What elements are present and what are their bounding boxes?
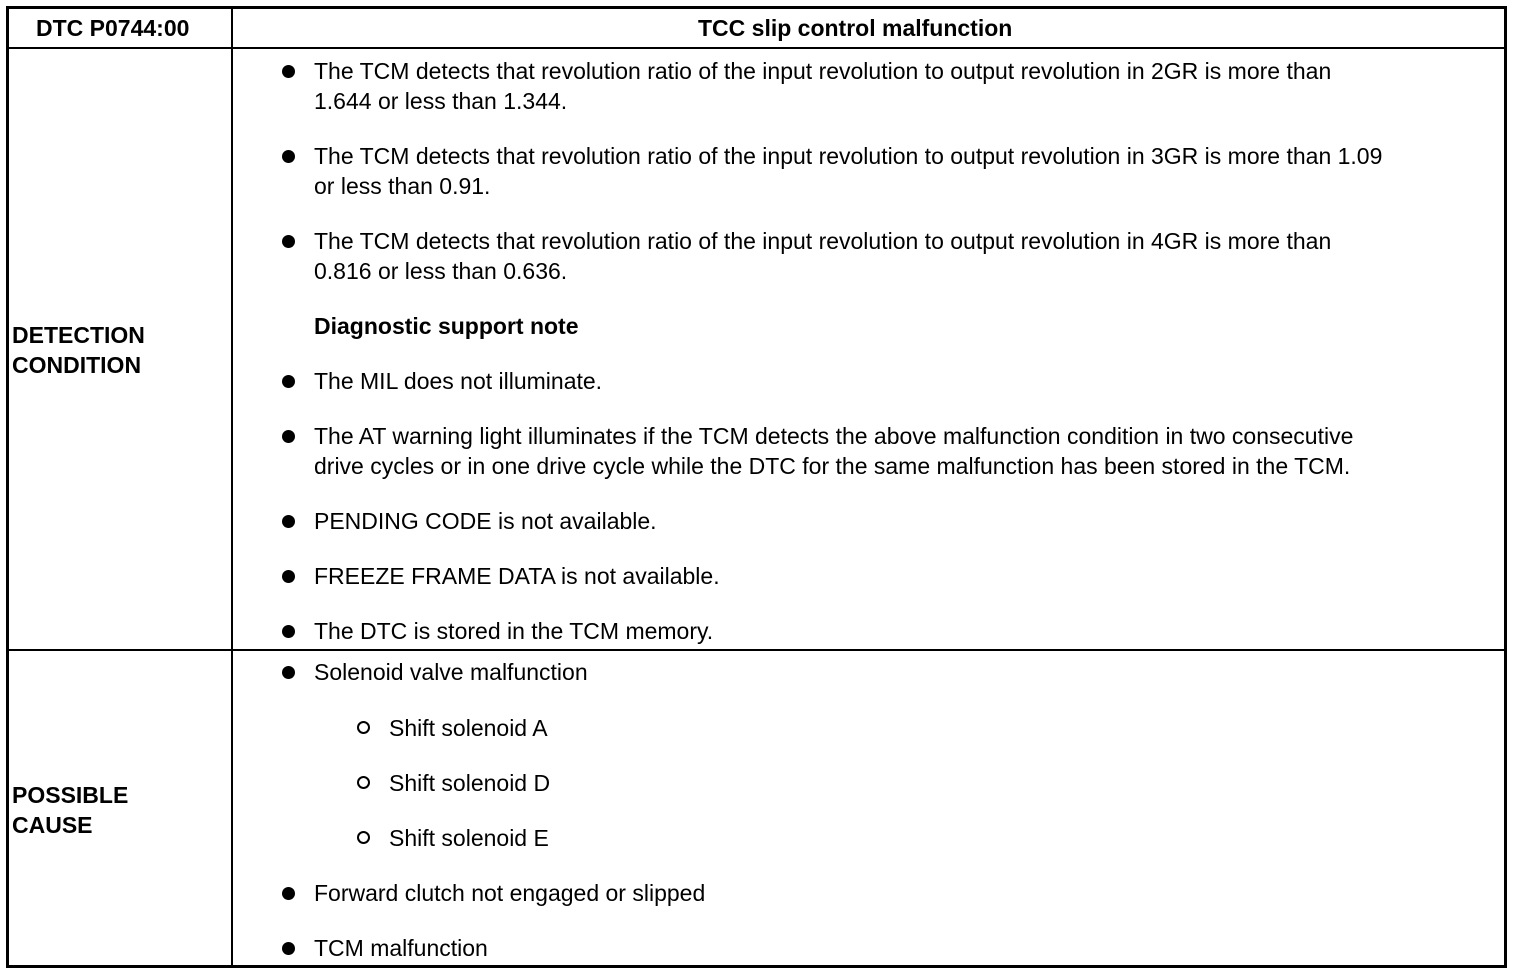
list-item bbox=[314, 226, 1331, 286]
sub-list-item: Shift solenoid E bbox=[389, 825, 549, 851]
dtc-code: DTC P0744:00 bbox=[36, 15, 190, 41]
header-divider bbox=[6, 47, 1507, 49]
item-line: The TCM detects that revolution ratio of the input revolution to output revolution in 3GR is more than 1.09 bbox=[314, 143, 1383, 169]
bullet-icon bbox=[282, 570, 295, 583]
column-divider bbox=[231, 6, 233, 968]
label-line: POSSIBLE bbox=[12, 782, 129, 808]
bullet-icon bbox=[282, 666, 295, 679]
circle-bullet-icon bbox=[357, 831, 370, 844]
list-item bbox=[314, 141, 1382, 201]
item-line: The AT warning light illuminates if the TCM detects the above malfunction condition in two consecutive bbox=[314, 423, 1354, 449]
bullet-icon bbox=[282, 235, 295, 248]
list-item: The DTC is stored in the TCM memory. bbox=[314, 618, 714, 644]
bullet-icon bbox=[282, 150, 295, 163]
dtc-title: TCC slip control malfunction bbox=[698, 15, 1013, 41]
list-item: The MIL does not illuminate. bbox=[314, 368, 603, 394]
bullet-icon bbox=[282, 625, 295, 638]
list-item bbox=[314, 421, 1353, 481]
label-line: CONDITION bbox=[12, 352, 142, 378]
list-item: Solenoid valve malfunction bbox=[314, 659, 588, 685]
section-divider bbox=[6, 649, 1507, 651]
possible-cause-label bbox=[12, 780, 128, 840]
list-item: PENDING CODE is not available. bbox=[314, 508, 657, 534]
bullet-icon bbox=[282, 430, 295, 443]
sub-list-item: Shift solenoid A bbox=[389, 715, 548, 741]
bullet-icon bbox=[282, 65, 295, 78]
label-line: CAUSE bbox=[12, 812, 93, 838]
list-item: Forward clutch not engaged or slipped bbox=[314, 880, 706, 906]
bullet-icon bbox=[282, 515, 295, 528]
list-item bbox=[314, 56, 1331, 116]
list-item: TCM malfunction bbox=[314, 935, 488, 961]
item-line: The TCM detects that revolution ratio of the input revolution to output revolution in 4GR is more than bbox=[314, 228, 1332, 254]
item-line: 1.644 or less than 1.344. bbox=[314, 88, 568, 114]
item-line: The TCM detects that revolution ratio of the input revolution to output revolution in 2GR is more than bbox=[314, 58, 1332, 84]
list-item: FREEZE FRAME DATA is not available. bbox=[314, 563, 720, 589]
item-line: 0.816 or less than 0.636. bbox=[314, 258, 568, 284]
item-line: or less than 0.91. bbox=[314, 173, 491, 199]
item-line: drive cycles or in one drive cycle while the DTC for the same malfunction has been stored in the TCM. bbox=[314, 453, 1351, 479]
sub-list-item: Shift solenoid D bbox=[389, 770, 551, 796]
bullet-icon bbox=[282, 375, 295, 388]
detection-condition-label bbox=[12, 320, 145, 380]
bullet-icon bbox=[282, 942, 295, 955]
bullet-icon bbox=[282, 887, 295, 900]
circle-bullet-icon bbox=[357, 776, 370, 789]
circle-bullet-icon bbox=[357, 721, 370, 734]
support-note-heading: Diagnostic support note bbox=[314, 313, 579, 339]
label-line: DETECTION bbox=[12, 322, 145, 348]
